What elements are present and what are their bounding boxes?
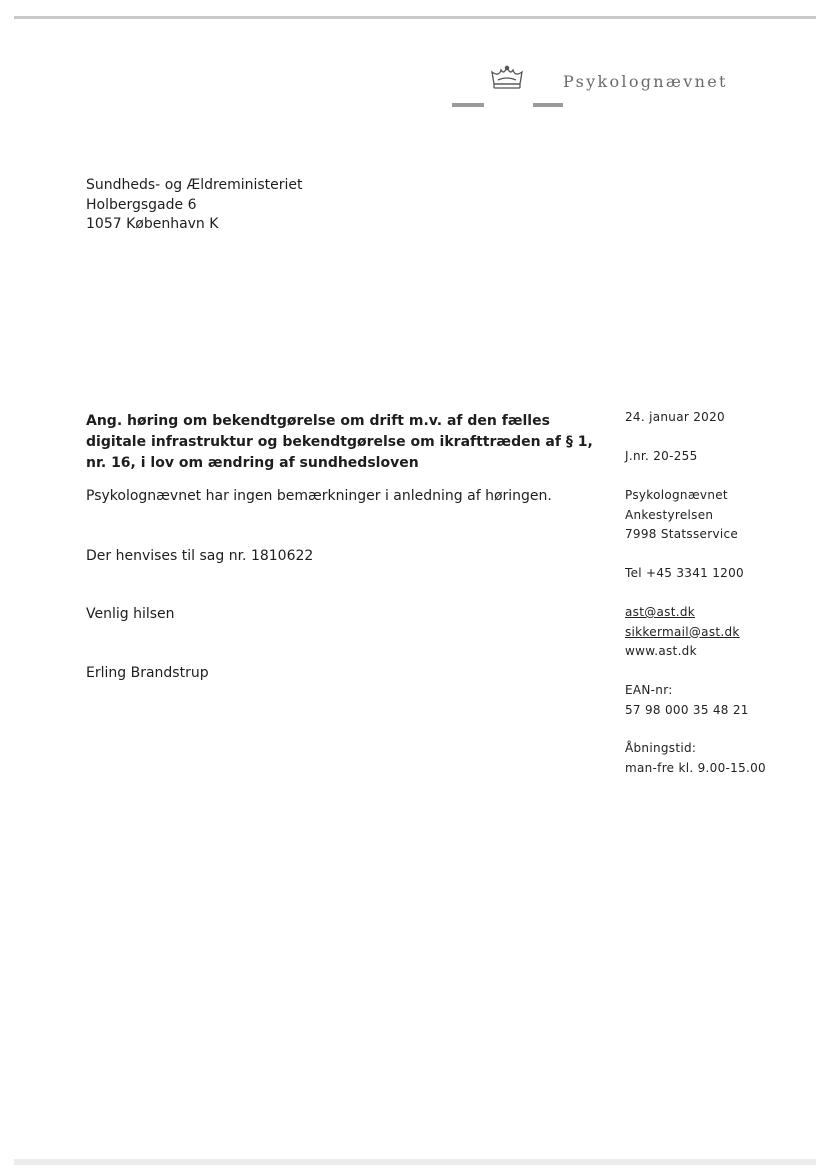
sender-postal: 7998 Statsservice [625,527,739,541]
opening-hours-block [625,739,766,778]
recipient-city: 1057 København K [86,216,219,232]
email-link[interactable]: ast@ast.dk [625,605,696,619]
ean-value: 57 98 000 35 48 21 [625,702,749,717]
website-text: www.ast.dk [625,644,697,658]
recipient-name: Sundheds- og Ældreministeriet [86,177,303,193]
org-name-logotype: Psykolognævnet [563,72,728,91]
secure-email-link[interactable]: sikkermail@ast.dk [625,624,740,639]
opening-hours-label: Åbningstid: [625,741,697,755]
sender-agency: Ankestyrelsen [625,507,714,522]
recipient-street: Holbergsgade 6 [86,196,197,213]
logo-bar-right [533,103,563,107]
phone-number: Tel +45 3341 1200 [625,566,744,580]
letter-date: 24. januar 2020 [625,410,725,424]
bottom-scan-border [14,1159,816,1165]
journal-number: J.nr. 20-255 [625,449,698,463]
recipient-address [86,176,303,235]
signatory-name: Erling Brandstrup [86,665,209,681]
logo-bar-left [452,103,484,107]
closing-greeting: Venlig hilsen [86,606,175,622]
ean-label: EAN-nr: [625,683,673,697]
contact-links [625,603,740,662]
top-scan-border [14,16,816,19]
ean-block [625,681,749,720]
crown-icon [490,64,524,90]
sender-address [625,486,738,545]
case-reference: Der henvises til sag nr. 1810622 [86,548,314,564]
letter-statement: Psykolognævnet har ingen bemærkninger i anledning af høringen. [86,488,552,504]
opening-hours-value: man-fre kl. 9.00-15.00 [625,760,766,775]
letter-subject: Ang. høring om bekendtgørelse om drift m.v. af den fælles digitale infrastruktur og bekendtgørelse om ikrafttræden af § 1, nr. 16, i lov om ændring af sundhedsloven [86,413,593,471]
sender-name: Psykolognævnet [625,488,728,502]
